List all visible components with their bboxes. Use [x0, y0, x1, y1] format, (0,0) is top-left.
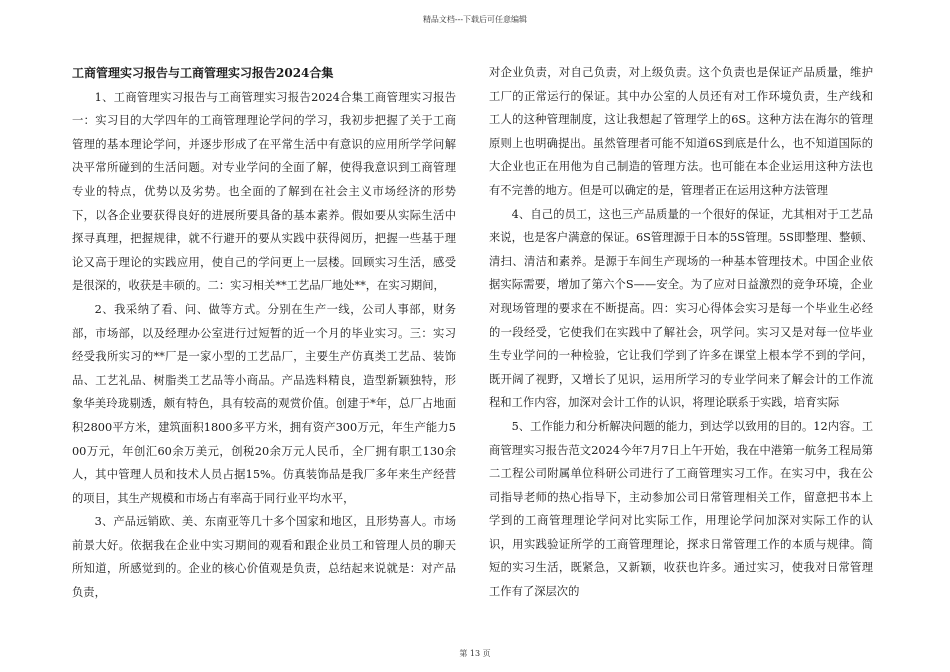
page-header-note: 精品文档---下载后可任意编辑 [422, 15, 528, 24]
document-title: 工商管理实习报告与工商管理实习报告2024合集 [72, 66, 334, 80]
paragraph-1: 1、工商管理实习报告与工商管理实习报告2024合集工商管理实习报告一：实习目的大学四年的工商管理理论学问的学习，我初步把握了关于工商管理的基本理论学问，并逐步形成了在平常生活中有意识的应用所学学问解决平常所碰到的生活问题。对专业学问的全面了解，使得我意识到工商管理专业的特点，优势以及劣势。也全面的了解到在社会主义市场经济的形势下，以各企业要获得良好的进展所要具备的基本素养。假如要从实际生活中探寻真理，把握规律，就不行避开的要从实践中获得阅历，把握一些基于理论又高于理论的实践应用，使自己的学问更上一层楼。回顾实习生活，感受是很深的，收获是丰硕的。二：实习相关**工艺品厂地处**，在实习期间， [72, 90, 456, 293]
paragraph-3-continuation: 对企业负责，对自己负责，对上级负责。这个负责也是保证产品质量，维护工厂的正常运行的保证。其中办公室的人员还有对工作环境负责，生产线和工人的这种管理制度，这让我想起了管理学上的6S。这种方法在海尔的管理原则上也明确提出。虽然管理者可能不知道6S到底是什么，也不知道国际的大企业也正在用他为自己制造的管理方法。也可能在本企业运用这种方法也有不完善的地方。但是可以确定的是，管理者正在运用这种方法管理 [489, 66, 873, 197]
right-column [489, 61, 873, 604]
paragraph-2: 2、我采纳了看、问、做等方式。分别在生产一线，公司人事部，财务部，市场部，以及经理办公室进行过短暂的近一个月的毕业实习。三：实习经受我所实习的**厂是一家小型的工艺品厂，主要生产仿真类工艺品、装饰品、工艺礼品、树脂类工艺品等小商品。产品选料精良，造型新颖独特，形象华美玲珑剔透，颇有特色，具有较高的观赏价值。创建于*年，总厂占地面积2800平方米，建筑面积1800多平方米，拥有资产300万元，年生产能力500万元，年创汇60余万美元，创税20余万元人民币，全厂拥有职工130余人，其中管理人员和技术人员占据15%。仿真装饰品是我厂多年来生产经营的项目，其生产规模和市场占有率高于同行业平均水平， [72, 302, 456, 505]
paragraph-4: 4、自己的员工，这也三产品质量的一个很好的保证，尤其相对于工艺品来说，也是客户满意的保证。6S管理源于日本的5S管理。5S即整理、整顿、清扫、清洁和素养。是源于车间生产现场的一种基本管理技术。中国企业依据实际需要，增加了第六个S——安全。为了应对日益激烈的竞争环境，企业对现场管理的要求在不断提高。四：实习心得体会实习是每一个毕业生必经的一段经受，它使我们在实践中了解社会，巩学问。实习又是对每一位毕业生专业学问的一种检验，它让我们学到了许多在课堂上根本学不到的学问，既开阔了视野，又增长了见识，运用所学习的专业学问来了解会计的工作流程和工作内容，加深对会计工作的认识，将理论联系于实践，培育实际 [489, 207, 873, 410]
page-number: 第 13 页 [459, 649, 491, 658]
paragraph-3: 3、产品远销欧、美、东南亚等几十多个国家和地区，且形势喜人。市场前景大好。依据我在企业中实习期间的观看和跟企业员工和管理人员的聊天所知道，所感觉到的。企业的核心价值观是负责，总结起来说就是：对产品负责， [72, 515, 456, 600]
paragraph-5: 5、工作能力和分析解决问题的能力，到达学以致用的目的。12内容。工商管理实习报告范文2024今年7月7日上午开始，我在中港第一航务工程局第二工程公司附属单位科研公司进行了工商管理实习工作。在实习中，我在公司指导老师的热心指导下，主动参加公司日常管理相关工作，留意把书本上学到的工商管理理论学问对比实际工作，用理论学问加深对实际工作的认识，用实践验证所学的工商管理理论，探求日常管理工作的本质与规律。简短的实习生活，既紧急，又新颖，收获也许多。通过实习，使我对日常管理工作有了深层次的 [489, 419, 873, 599]
left-column [72, 60, 456, 605]
